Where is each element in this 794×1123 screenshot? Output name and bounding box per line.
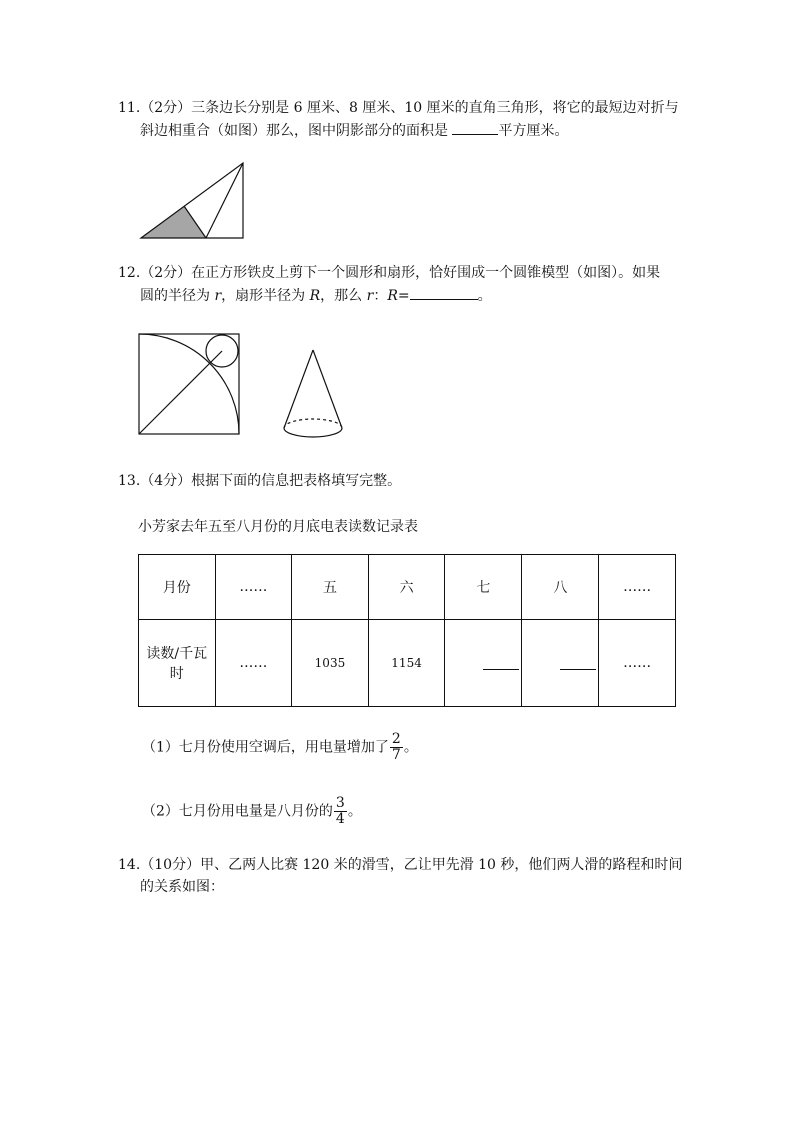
question-12 [118,262,678,307]
fraction-two-sevenths: $\frac{2}{7}$ [391,731,401,763]
reading-may: 1035 [292,620,369,707]
reading-june: 1154 [368,620,445,707]
q12-square-figure [136,330,244,438]
cone-base-front [284,428,342,437]
q13-line1: 13.（4分）根据下面的信息把表格填写完整。 [118,473,402,489]
header-month: 月份 [139,555,216,620]
q12-cone-figure [278,346,348,442]
question-11 [118,97,678,142]
q14-line2: 的关系如图： [140,879,224,895]
reading-cell: …… [599,620,676,707]
q12-answer-blank[interactable] [410,284,478,300]
table-reading-row [139,620,676,707]
shaded-region [141,206,206,238]
reading-august [522,620,599,707]
header-cell: 六 [368,555,445,620]
q11-answer-blank[interactable] [452,119,498,135]
cone-base-back [284,419,342,428]
meter-reading-table [138,554,676,707]
header-cell: …… [599,555,676,620]
july-answer-blank[interactable] [483,653,519,670]
question-14 [118,854,683,898]
row-label: 读数/千瓦 时 [139,620,216,707]
august-answer-blank[interactable] [560,653,596,670]
question-13 [118,470,678,492]
q11-line1: 11.（2分）三条边长分别是 6 厘米、8 厘米、10 厘米的直角三角形，将它的最短边对折与 [118,100,679,116]
fold-line [206,163,243,238]
q11-line2: 斜边相重合（如图）那么，图中阴影部分的面积是 平方厘米。 [118,119,678,142]
table-caption: 小芳家去年五至八月份的月底电表读数记录表 [138,519,418,535]
q12-line1: 12.（2分）在正方形铁皮上剪下一个圆形和扇形，恰好围成一个圆锥模型（如图）。如果 [118,265,661,281]
q11-triangle-figure [136,158,248,242]
reading-july [445,620,522,707]
header-cell: 五 [292,555,369,620]
q12-line2: 圆的半径为 r，扇形半径为 R，那么 r：R= 。 [118,284,678,307]
table-header-row [139,555,676,620]
q14-line1: 14.（10分）甲、乙两人比赛 120 米的滑雪，乙让甲先滑 10 秒，他们两人滑的路程和时间 [118,857,683,873]
fraction-three-quarters: $\frac{3}{4}$ [335,795,345,827]
cone-side-left [284,350,313,428]
cone-side-right [313,350,342,428]
header-cell: …… [215,555,292,620]
diagonal [139,351,222,434]
q13-sub1: （1）七月份使用空调后，用电量增加了 $\frac{2}{7}$ 。 [142,731,418,763]
header-cell: 八 [522,555,599,620]
header-cell: 七 [445,555,522,620]
q13-sub2: （2）七月份用电量是八月份的 $\frac{3}{4}$ 。 [142,795,362,827]
reading-cell: …… [215,620,292,707]
